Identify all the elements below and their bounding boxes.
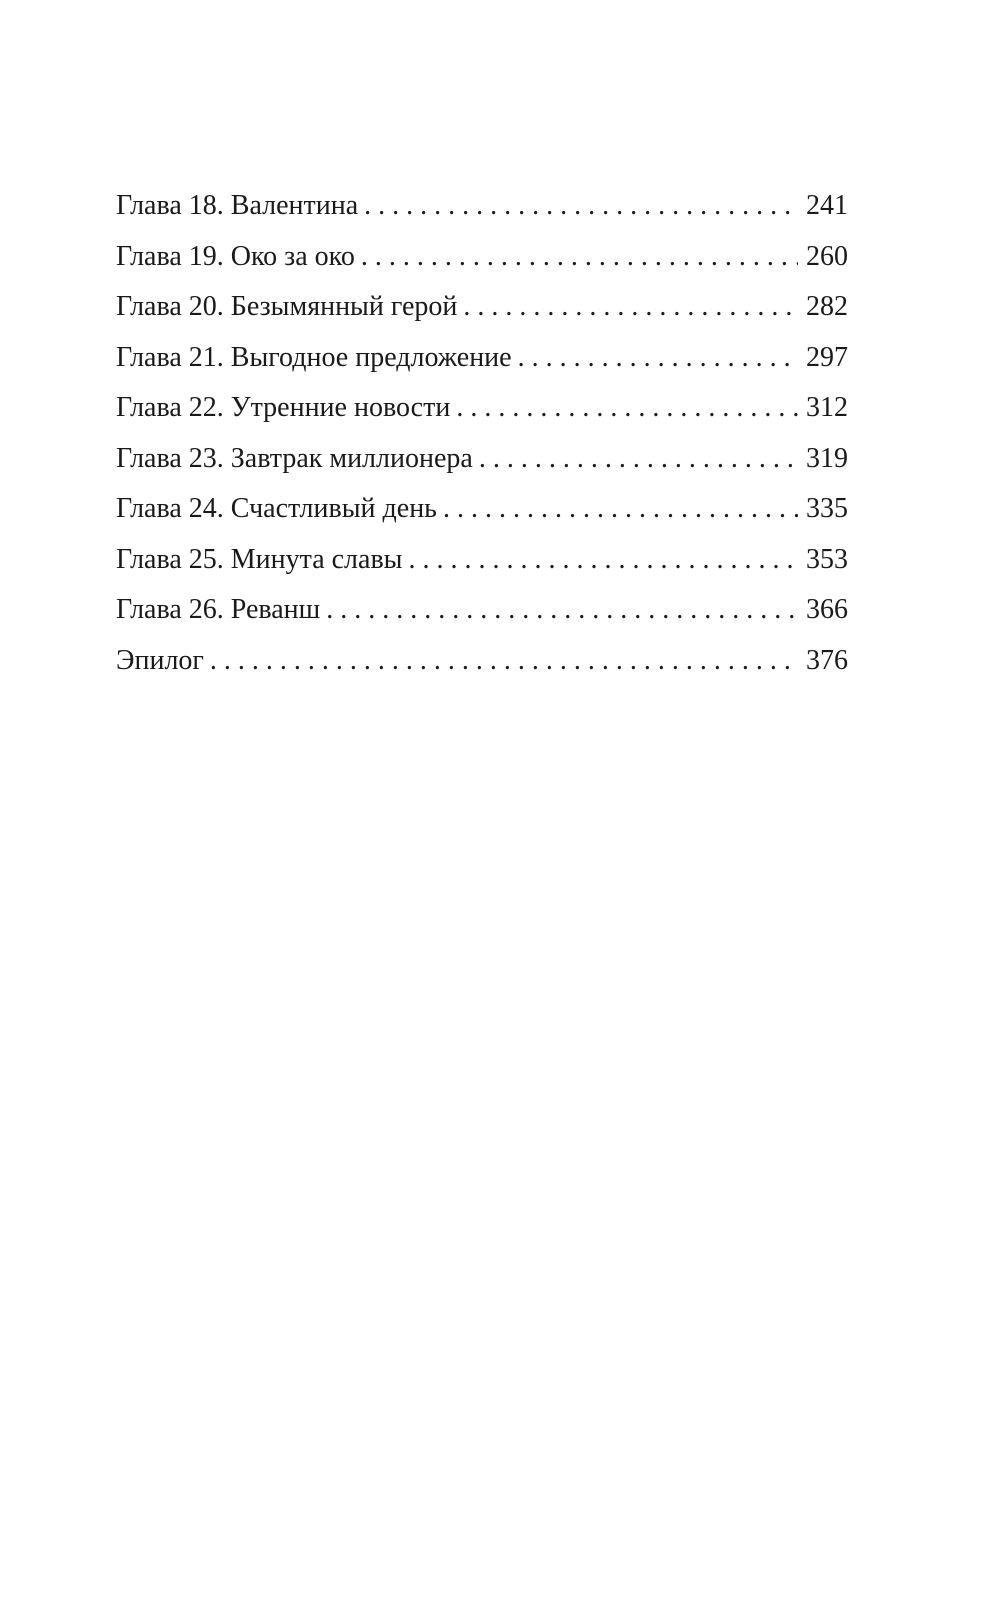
table-of-contents	[116, 188, 848, 693]
toc-dot-leader	[518, 340, 798, 376]
toc-dot-leader	[210, 643, 798, 679]
toc-entry-title: Глава 21. Выгодное предложение	[116, 341, 512, 373]
toc-entry-title: Глава 20. Безымянный герой	[116, 291, 458, 322]
toc-entry-chapter-19[interactable]	[116, 239, 848, 290]
toc-page-number: 241	[806, 190, 848, 221]
toc-entry-title: Эпилог	[116, 644, 204, 676]
toc-entry-title: Глава 22. Утренние новости	[116, 392, 451, 423]
toc-dot-leader	[479, 441, 798, 477]
toc-dot-leader	[326, 592, 798, 628]
toc-page-number: 335	[806, 493, 848, 524]
toc-page-number: 366	[806, 594, 848, 625]
toc-dot-leader	[361, 239, 798, 275]
toc-dot-leader	[463, 289, 798, 325]
toc-entry-title: Глава 23. Завтрак миллионера	[116, 442, 473, 474]
toc-entry-chapter-26[interactable]	[116, 592, 848, 643]
toc-entry-title: Глава 26. Реванш	[116, 594, 321, 625]
toc-page-number: 353	[806, 543, 848, 575]
toc-entry-title: Глава 25. Минута славы	[116, 543, 403, 575]
toc-entry-chapter-25[interactable]	[116, 542, 848, 593]
toc-entry-chapter-24[interactable]	[116, 491, 848, 542]
toc-entry-chapter-22[interactable]	[116, 390, 848, 441]
toc-dot-leader	[443, 491, 798, 527]
toc-page-number: 260	[806, 240, 848, 272]
toc-entry-title: Глава 18. Валентина	[116, 190, 359, 221]
toc-entry-chapter-20[interactable]	[116, 289, 848, 340]
toc-entry-title: Глава 19. Око за око	[116, 240, 355, 272]
toc-entry-chapter-23[interactable]	[116, 441, 848, 492]
toc-page-number: 297	[806, 341, 848, 373]
toc-entry-title: Глава 24. Счастливый день	[116, 493, 437, 524]
toc-entry-chapter-18[interactable]	[116, 188, 848, 239]
toc-page-number: 376	[806, 644, 848, 676]
toc-dot-leader	[364, 188, 798, 224]
toc-page-number: 282	[806, 291, 848, 322]
toc-dot-leader	[409, 542, 799, 578]
toc-entry-chapter-21[interactable]	[116, 340, 848, 391]
toc-dot-leader	[456, 390, 798, 426]
toc-page-number: 319	[806, 442, 848, 474]
toc-page-number: 312	[806, 392, 848, 423]
toc-entry-epilogue[interactable]	[116, 643, 848, 694]
